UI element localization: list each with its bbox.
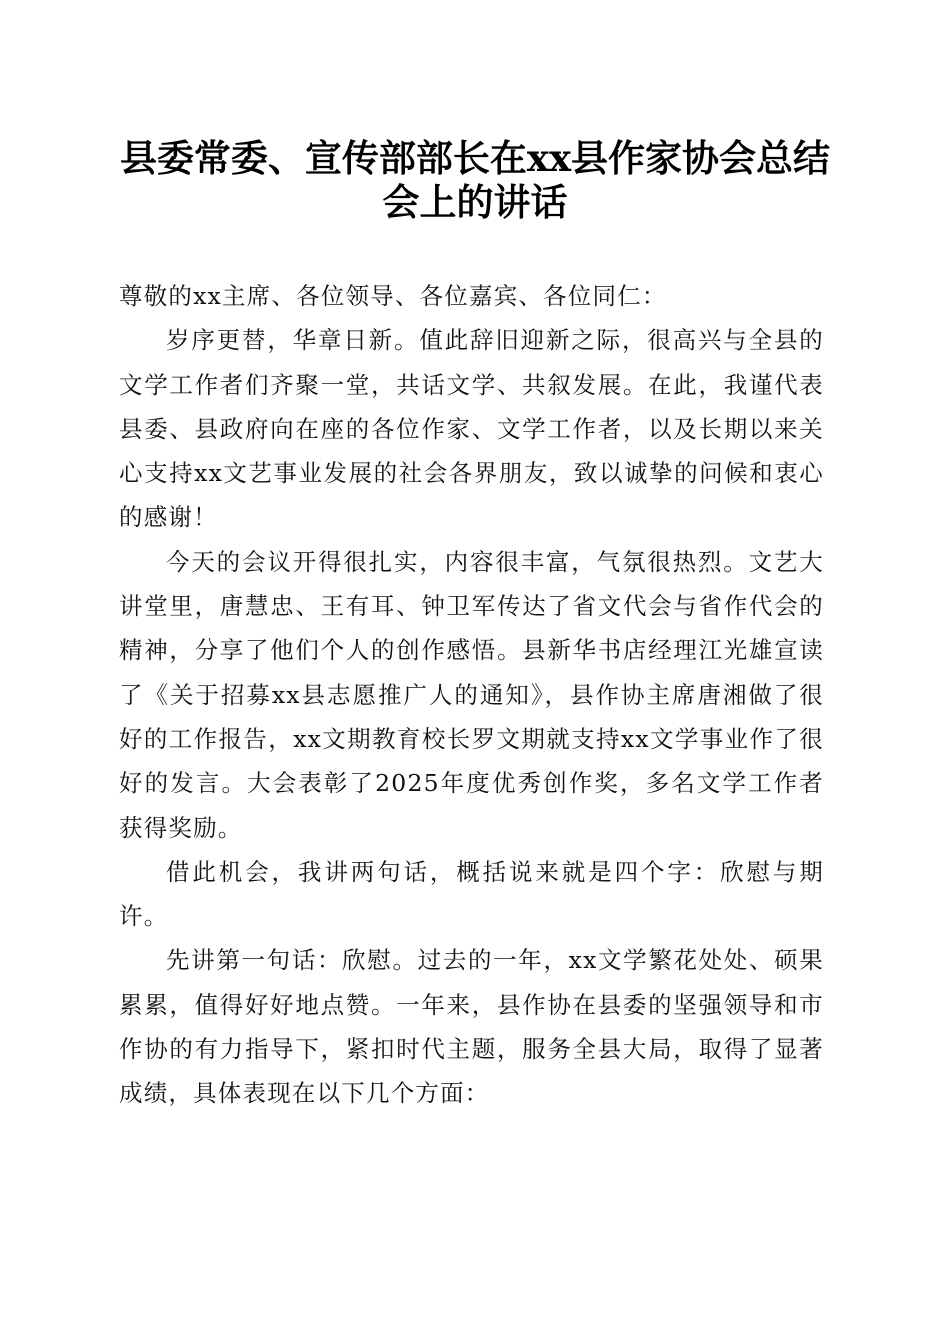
salutation: 尊敬的xx主席、各位领导、各位嘉宾、各位同仁： (119, 282, 667, 310)
title-line-1: 县委常委、宣传部部长在xx县作家协会总结 (119, 136, 831, 180)
document-title (100, 136, 850, 224)
paragraph-first-point: 先讲第一句话：欣慰。过去的一年，xx文学繁花处处、硕果累累，值得好好地点赞。一年来，县作协在县委的坚强领导和市作协的有力指导下，紧扣时代主题，服务全县大局，取得了显著成绩，具体表现在以下几个方面： (119, 946, 824, 1108)
paragraph-theme: 借此机会，我讲两句话，概括说来就是四个字：欣慰与期许。 (119, 857, 824, 931)
title-line-2: 会上的讲话 (382, 180, 568, 224)
paragraph-greeting: 岁序更替，华章日新。值此辞旧迎新之际，很高兴与全县的文学工作者们齐聚一堂，共话文学、共叙发展。在此，我谨代表县委、县政府向在座的各位作家、文学工作者，以及长期以来关心支持xx文艺事业发展的社会各界朋友，致以诚挚的问候和衷心的感谢！ (119, 326, 824, 532)
paragraph-meeting-summary: 今天的会议开得很扎实，内容很丰富，气氛很热烈。文艺大讲堂里，唐慧忠、王有耳、钟卫军传达了省文代会与省作代会的精神，分享了他们个人的创作感悟。县新华书店经理江光雄宣读了《关于招募xx县志愿推广人的通知》，县作协主席唐湘做了很好的工作报告，xx文期教育校长罗文期就支持xx文学事业作了很好的发言。大会表彰了2025年度优秀创作奖，多名文学工作者获得奖励。 (119, 547, 824, 842)
document-body (119, 274, 824, 1116)
